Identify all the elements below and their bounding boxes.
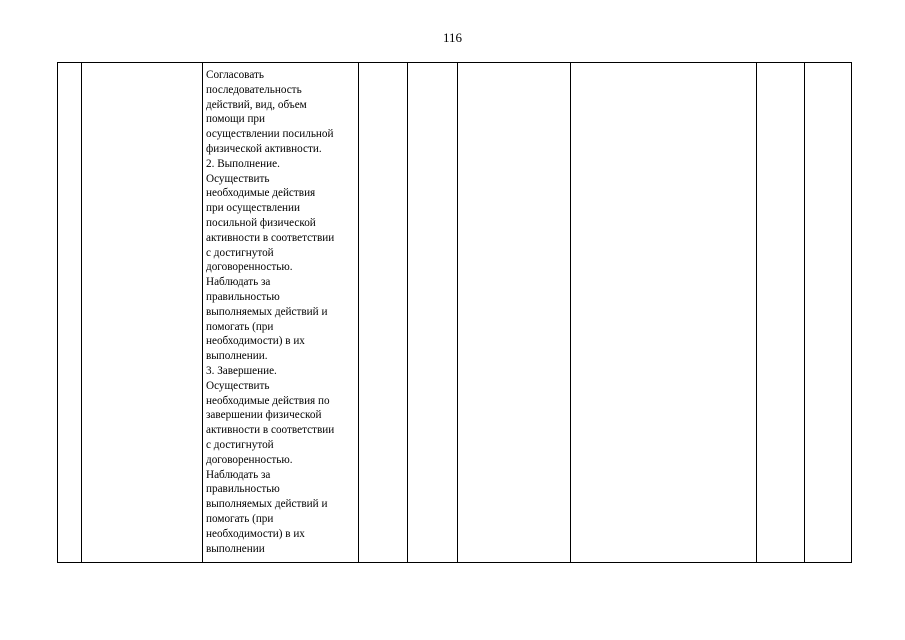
table-cell-col4 [359,63,408,563]
content-table [57,62,852,563]
actions-text: Согласовать последовательность действий, вид, объем помощи при осуществлении посильной физической активности. 2. Выполнение. Осуществить необходимые действия при осуществлении посильной физической активности в соответствии с достигнутой договоренностью. Наблюдать за правильностью выполняемых действий и помогать (при необходимости) в их выполнении. 3. Завершение. Осуществить необходимые действия по завершении физической активности в соответствии с достигнутой договоренностью. Наблюдать за правильностью выполняемых действий и помогать (при необходимости) в их выполнении [206,69,335,555]
table-cell-col8 [757,63,805,563]
table-cell-col7 [571,63,757,563]
table-cell-col6 [458,63,571,563]
table-cell-col1 [58,63,82,563]
page-number: 116 [442,30,463,45]
table-row [58,63,852,563]
table-cell-col2 [82,63,203,563]
table-cell-actions [203,63,359,563]
table-cell-col9 [805,63,852,563]
table-cell-col5 [408,63,458,563]
